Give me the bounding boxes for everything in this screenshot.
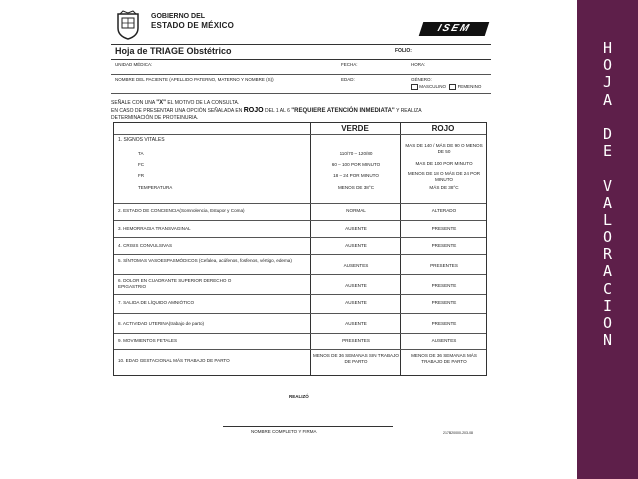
triage-item-label[interactable]: 8. ACTIVIDAD UTERINA(trabajo de parto) <box>118 321 205 326</box>
instr-text: EN CASO DE PRESENTAR UNA OPCIÓN SEÑALADA EN <box>111 108 243 114</box>
masculino-label: MASCULINO <box>419 84 447 90</box>
instr-x: "X" <box>156 100 166 106</box>
vital-rojo[interactable]: MENOS DE 18 O MÁS DE 24 POR MINUTO <box>407 171 481 182</box>
title-letter: A <box>602 90 613 109</box>
triage-form <box>103 0 498 479</box>
triage-table <box>113 122 487 376</box>
title-letter <box>581 109 634 126</box>
edad-field[interactable]: EDAD: <box>341 77 355 82</box>
vital-label[interactable]: TA <box>138 151 144 156</box>
triage-item-label[interactable]: 3. HEMORRAGIA TRANSVAGINAL <box>118 226 191 231</box>
form-title: Hoja de TRIAGE Obstétrico <box>115 46 232 56</box>
vital-label[interactable]: FC <box>138 162 145 167</box>
triage-item-verde[interactable]: AUSENTE <box>345 283 367 288</box>
title-letter: H <box>602 39 613 57</box>
femenino-label: FEMENINO <box>457 84 482 90</box>
triage-item-rojo[interactable]: PRESENTE <box>431 321 457 326</box>
triage-item-rojo[interactable]: PRESENTE <box>431 300 457 305</box>
vital-verde[interactable]: 18 – 24 POR MINUTO <box>333 173 379 178</box>
triage-item-label[interactable]: 4. CRISIS CONVULSIVAS <box>118 243 173 248</box>
signature-line <box>223 426 393 427</box>
hora-field[interactable]: HORA: <box>411 62 426 67</box>
instr-requiere: "REQUIERE ATENCIÓN INMEDIATA" <box>291 108 395 114</box>
form-code: 217B20000-203-08 <box>443 431 473 435</box>
vital-label[interactable]: TEMPERATURA <box>138 185 173 190</box>
fields-row-1 <box>111 60 491 75</box>
unidad-medica-field[interactable]: UNIDAD MÉDICA: <box>115 62 153 67</box>
genero-field[interactable]: GÉNERO: <box>411 77 432 82</box>
instr-rojo: ROJO <box>243 107 264 114</box>
title-letter: N <box>602 331 613 350</box>
state-seal-icon <box>115 10 141 40</box>
triage-item-rojo[interactable]: PRESENTES <box>430 263 458 268</box>
title-letter: I <box>602 296 613 315</box>
title-letter: D <box>602 124 613 143</box>
vital-rojo[interactable]: MAS DE 100 POR MINUTO <box>415 161 473 166</box>
triage-item-label[interactable]: 5. SÍNTOMAS VASOESPASMÓDICOS (Cefalea, acúfenos, fosfenos, vértigo, edema) <box>118 258 292 263</box>
patient-name-field[interactable]: NOMBRE DEL PACIENTE (APELLIDO PATERNO, MATERNO Y NOMBRE (S)) <box>115 77 274 82</box>
title-letter: E <box>602 142 613 161</box>
realizo-label: REALIZÓ <box>289 394 309 399</box>
title-letter <box>581 160 634 177</box>
vital-verde[interactable]: MENOS DE 38°C <box>337 185 375 190</box>
instr-text: SEÑALE CON UNA <box>111 100 155 106</box>
triage-item-rojo[interactable]: ALTERADO <box>431 208 457 213</box>
title-bar <box>111 44 491 60</box>
triage-item-label[interactable]: 6. DOLOR EN CUADRANTE SUPERIOR DERECHO O EPIGASTRIO <box>118 278 232 289</box>
masculino-checkbox[interactable] <box>411 84 418 90</box>
col-rojo-header: ROJO <box>431 124 455 133</box>
form-header <box>103 4 498 46</box>
title-letter: R <box>602 245 613 264</box>
isem-logo: ISEM <box>419 22 490 36</box>
instr-text: DEL 1 AL 6 <box>264 108 290 114</box>
triage-item-label[interactable]: 7. SALIDA DE LÍQUIDO AMNIÓTICO <box>118 300 195 305</box>
title-letter: J <box>602 73 613 92</box>
triage-item-verde[interactable]: PRESENTES <box>342 338 370 343</box>
title-letter: C <box>602 279 613 298</box>
triage-item-rojo[interactable]: PRESENTE <box>431 243 457 248</box>
vertical-title <box>581 40 634 349</box>
gender-options <box>411 84 481 90</box>
triage-item-rojo[interactable]: PRESENTE <box>431 283 457 288</box>
triage-item-rojo[interactable]: PRESENTE <box>431 226 457 231</box>
instr-text: EL MOTIVO DE LA CONSULTA. <box>167 100 240 106</box>
folio-label: FOLIO: <box>395 48 412 54</box>
title-letter: V <box>602 176 613 195</box>
signos-vitales-label: 1. SIGNOS VITALES <box>118 137 165 143</box>
vital-verde[interactable]: 60 – 100 POR MINUTO <box>331 162 381 167</box>
col-verde-header: VERDE <box>341 124 369 133</box>
gov-line-1: GOBIERNO DEL <box>151 13 206 20</box>
signature-label[interactable]: NOMBRE COMPLETO Y FIRMA <box>251 429 317 434</box>
triage-item-verde[interactable]: NORMAL <box>346 208 366 213</box>
triage-item-rojo[interactable]: MENOS DE 36 SEMANAS MÁS TRABAJO DE PARTO <box>411 353 477 364</box>
triage-item-label[interactable]: 10. EDAD GESTACIONAL MÁS TRABAJO DE PARTO <box>118 358 230 363</box>
vital-rojo[interactable]: MÁS DE 38°C <box>429 185 459 190</box>
triage-item-verde[interactable]: MENOS DE 36 SEMANAS SIN TRABAJO DE PARTO <box>313 353 399 364</box>
triage-item-verde[interactable]: AUSENTE <box>345 321 367 326</box>
title-letter: A <box>602 193 613 212</box>
vital-label[interactable]: FR <box>138 173 145 178</box>
triage-item-verde[interactable]: AUSENTE <box>345 300 367 305</box>
instr-text: Y REALIZA <box>396 108 422 114</box>
title-letter: O <box>602 314 613 332</box>
title-letter: O <box>602 56 613 75</box>
triage-item-verde[interactable]: AUSENTE <box>345 226 367 231</box>
fecha-field[interactable]: FECHA: <box>341 62 358 67</box>
title-sidebar <box>577 0 638 479</box>
fields-row-2 <box>111 75 491 94</box>
instructions <box>111 100 491 122</box>
vital-rojo[interactable]: MAS DE 140 / MÁS DE 90 O MENOS DE 50 <box>405 143 483 154</box>
triage-item-label[interactable]: 2. ESTADO DE CONCIENCIA(Somnolencia, Estupor y Coma) <box>118 208 245 213</box>
gov-line-2: ESTADO DE MÉXICO <box>151 21 235 30</box>
triage-item-label[interactable]: 9. MOVIMIENTOS FETALES <box>118 338 178 343</box>
triage-item-verde[interactable]: AUSENTES <box>343 263 369 268</box>
government-name <box>151 12 234 30</box>
title-letter: O <box>602 228 613 247</box>
title-letter: A <box>602 262 613 281</box>
femenino-checkbox[interactable] <box>449 84 456 90</box>
title-letter: L <box>602 210 613 229</box>
triage-item-rojo[interactable]: AUSENTES <box>431 338 457 343</box>
triage-item-verde[interactable]: AUSENTE <box>345 243 367 248</box>
instr-line-3: DETERMINACIÓN DE PROTEINURIA. <box>111 115 199 121</box>
vital-verde[interactable]: 110/70 – 120/80 <box>339 151 373 156</box>
